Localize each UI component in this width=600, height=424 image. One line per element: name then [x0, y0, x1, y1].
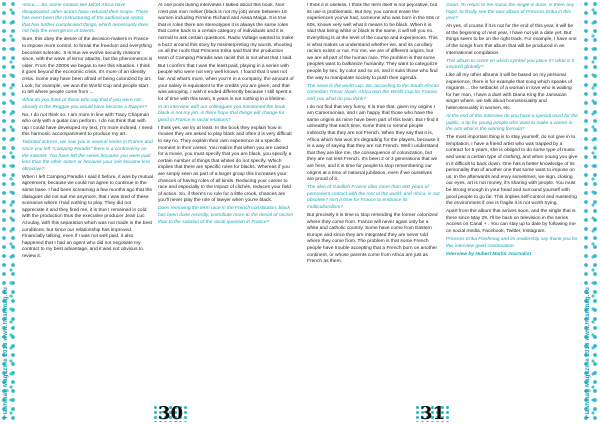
- left-side-label: Flashmag Magazine 2018 www.flashmag.eu: [3, 286, 9, 418]
- answer-paragraph: But I confirm that I was the least paid, playing in a series with people who were not very well known, I found that it was not fair. And what's more, when you're in a company, the amount of your salary is equivalent to the credits you are given, and that was annoying. I wish it ended differently because I still spent a lot of time with this team, 6 years is not nothing in a lifetime.: [158, 63, 294, 102]
- answer-paragraph: Like all my other albums it will be based on my personal experience, there is for example that song which speaks of migrants ... the setbacks of a woman in love who is waiting for her man, I have a duet with Diana King the Jamaican singer where, we talk about homosexuality and heterosexuality in women, etc.: [446, 73, 573, 112]
- question-paragraph: Africa ... So, some medias like MCM Africa have disappeared, other actors have reduced their scope. There has even been the restructuring of the audiovisual sector that has further complicated things, which necessarily does not help the emergence of talents.: [22, 3, 149, 35]
- answer-paragraph: No, I do not think so. I am more in line with Tracy Chapman who only with a guitar can perform. I do not think that with rap I could have developed my text, I'm more inclined. I need this harmonic accompaniment to produce my art.: [22, 112, 153, 138]
- page-number-right: 31: [415, 405, 450, 422]
- right-decorative-border: [582, 0, 600, 424]
- left-decorative-border: [0, 0, 18, 424]
- answer-paragraph: The most important thing is to stay yourself, do not give in to temptation, I have a friend artist who was trapped by a contract for 5 years, she is obliged to do some type of music and wear a certain type of clothing, and when young you give in it difficult to back down. One has a better knowledge of its personality that of another one that some want to impose on us. In the afterwards and envy sometimes, we sign, closing our eyes, art is not money, it's sharing with people. You must be strong enough in your head and surround yourself with good people to go far. This implies self-control and mastering the environment if one is fragile it is not worth trying.: [446, 135, 578, 207]
- answer-paragraph: I think it is useless. I think the term itself is not pejorative, but its use is problematic. But hey, you cannot erase the experiences you've had, someone who was born in the 50s or 60s, knows very well what it means to be black. When it is said that being white or black is the same, it will tell you no. Everything is at the level of the course and experiences. This is what makes us understand whether we, and its corollary racism exists or not. For me, we are of different origins, but we are all part of the human race. The problem is that some peoples want to balkanize humanity. They want to categorize people by sex, by color and so on, and it suits those who find the way to manipulate society to push their agenda.: [307, 3, 440, 81]
- question-paragraph: The idea of Gaullish France after more than 400 years of permanent contact with the rest of the world, and Africa, is not obsolete? Isn't it time for France to embrace its multiculturalism?: [307, 185, 440, 210]
- answer-paragraph: I do not find that very funny. It is true that, given my origins I am Cameroonian, and I am happy that those who have the same origins as mine have been part of this team. But I find it unhealthy that each time, some think to remind people indirectly that they are not French. When they say that it is, Africa which has won it's degrading for the players, because it is a way of saying that they are not French. Well I understand that they are like me, the consequence of colonization, but they are not less French. It's been 2 or 3 generations that we are here, and it is time for people to stop remembering our origins at a time of national jubilation, even if we ourselves are proud of it.: [307, 104, 440, 183]
- question-paragraph: What do you think of those who say that if you were not already in the Reggae you would have become a Rapper?: [22, 98, 147, 110]
- text-column-3: [307, 3, 440, 411]
- right-side-label: Flashmag Magazine 2018 www.flashmag.eu: [585, 286, 591, 418]
- question-paragraph: The news is the world cup. So, according to the South African comedian Trevor Noah, Africa won the World Cup for France, and you what do you think?: [307, 83, 440, 102]
- text-column-2: [158, 3, 295, 411]
- question-paragraph: Does removing the term race in the French constitution, black has been done recently, contribute more to the denial of racism than to the solution of the racial question in France?: [158, 206, 294, 225]
- answer-paragraph: But precisely it is time to stop reminding the former colonized where they come from. France will never again only be a white and catholic country. Some have come from Eastern Europe and since they are integrated they are never told where they come from. The problem is that some French people have trouble accepting that a French born on another continent, or whose parents come from Africa are just as French as them.: [307, 212, 438, 265]
- signature-line: Interview by Hubert Marlin Journalist: [446, 251, 532, 257]
- question-paragraph: Talented actress, we saw you in several series in France and since you left "Camping Paradis" there is a controversy on the internet. You have left the series because you were paid less than the other actors or because your role became less attractive?: [22, 140, 153, 172]
- question-paragraph: At the end of this interview do you have a special word for the public, a tip for young people who want to make a career in the arts what is the winning formula?: [446, 114, 578, 133]
- text-column-4: [446, 3, 578, 411]
- question-paragraph: Princess Erika Flashmag and its readership say thank you for this interview good continuation.: [446, 236, 578, 249]
- answer-paragraph: When I left Camping Paradis I said it before, it was by mutual agreement, because we could not agree to continue in the same base. I had been screaming a few months ago that the dialogues did not suit me anymore, that I was tired of these scenarios where I had nothing to play. They did not appreciate it and they fired me, it is true I remained in cold with the production thus the executive producer Jean Luc Azoulay, with this separation which was not made in the best conditions, but since our relationship has improved. Financially talking, even if I was not well paid, it also happened that I had an agent who did not negotiate my contract to my best advantage, and it was not obvious to review it.: [22, 174, 153, 259]
- answer-paragraph: At one point during interviews I talked about this book. Noir n'est pas mon métier (black is not my job) wrote between 16 women including Firmine Richard and Aissa Maiga. It is true that in roles there are stereotypes it is always the same roles that come back to a certain category of individuals and it is normal to ask certain questions. Radio Voltage wanted to make a buzz around this story by misinterpreting my words, shooting on all the roofs that Princess Erika said that the production team of Camping Paradis was racist this is not what that I said.: [158, 3, 294, 61]
- text-column-1: [22, 3, 153, 411]
- question-paragraph: In an interview with our colleagues you mentioned the book black is not my job, is there hope that things will change for good in France in racial relations?: [158, 104, 286, 123]
- answer-paragraph: I think yes, we try at least. In the book they explain how in movies they are asked to play black and often it is very difficult to say no. They explain their own experience at a specific moment in their career. You realize that when you are casted for a movie, you must specify that you are black, you specify a certain number of things that whites do not specify. Which implies that there are specific roles for blacks. Whereas if you are simply seen as part of a larger group this increases your chances of having roles of all kinds. Reducing your career to race and especially to the impact of clichés, reduces your field of action. So, if there's no role for a little crook, chances are you'll never play the role of lawyer when you're black.: [158, 125, 292, 204]
- page-number-left: 30: [153, 405, 188, 422]
- answer-paragraph: Ah yes, of course if it is not for the end of this year, it will be at the beginning of next year, I have not yet a date yet. But things seem to be on the right track. For example, I have one of the songs from this album that will be produced in an international compilation.: [446, 24, 577, 56]
- question-paragraph: Good. To return to the music the single is done, is there any hope, to finally see the new album of Princess Erika in this year?: [446, 3, 574, 22]
- answer-paragraph: Apart from the album that arrives soon, and the single that is there since May 29, I'll be back on television in the series Access on Canal + . You can stay up to date by following me on social media, Facebook, Twitter, Instagram.: [446, 209, 576, 234]
- question-paragraph: This album to come on which symbol you place it? what is it inspired globally?: [446, 58, 575, 71]
- answer-paragraph: Sure, this obey the desire of the decision-makers in France to impose more control, to break the freedom and everything becomes sclerotic. It is true we evolve security reasons since, with the wave of terror attacks, but the phenomenon is older. From the 2000s we began to see this situation. I think it goes beyond the economic crisis, it's more of an identity crisis. Some may have been afraid of being colonized by art. Look, for example, we won the World Cup and people start to tell where people come from ...: [22, 37, 153, 96]
